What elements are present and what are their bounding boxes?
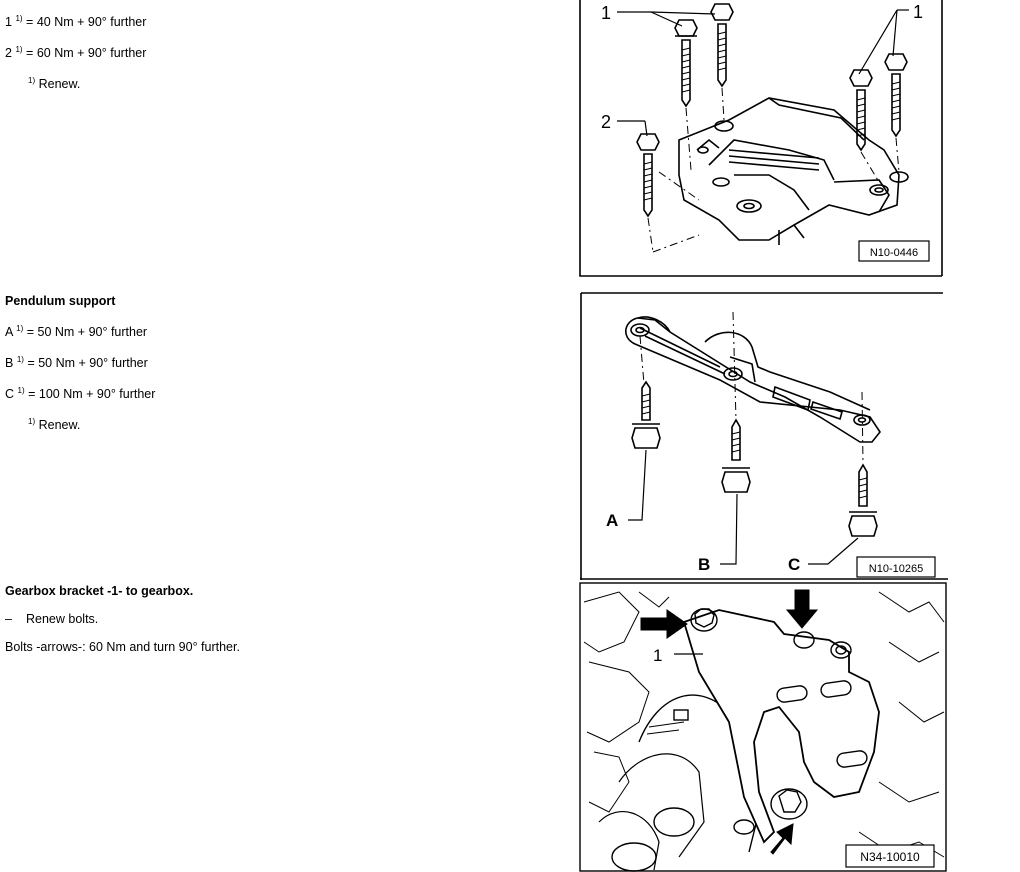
bolt-b [722,420,750,492]
item-key: C [5,387,15,401]
torque-line-1 [5,14,146,30]
torque-value: = 50 Nm + 90° further [27,356,148,370]
callout-label: C [788,555,801,574]
arrow-icon [787,590,817,628]
footnote-text: Renew. [38,418,81,432]
footnote-marker: 1) [15,45,23,54]
bullet-step [5,611,99,627]
engine-mount-drawing [579,0,943,277]
torque-value: = 50 Nm + 90° further [26,325,148,339]
bolt-a [632,382,660,448]
figure-code: N34-10010 [860,850,920,864]
footnote-marker: 1) [15,14,23,23]
figure-engine-mount [579,0,943,277]
footnote-renew [28,76,80,92]
bolts-instruction: Bolts -arrows-: 60 Nm and turn 90° further. [5,640,240,654]
torque-line-2 [5,45,146,61]
figure-pendulum-support [580,292,948,581]
item-key: 1 [5,15,12,29]
bolt-1d [885,54,907,136]
arrow-icon [641,610,687,638]
callout-label: 2 [601,112,612,132]
bolt-1b [711,4,733,86]
torque-value: = 40 Nm + 90° further [26,15,147,29]
torque-line-b [5,355,148,371]
bolt-2 [637,134,659,216]
torque-line-a [5,324,147,340]
item-key: B [5,356,14,370]
step-text: Renew bolts. [26,612,99,626]
arrow-icon [771,824,793,854]
torque-value: = 100 Nm + 90° further [28,387,156,401]
footnote-marker: 1) [16,355,24,364]
footnote-renew [28,417,80,433]
bolt-1a [675,20,697,106]
callout-label: 1 [601,3,612,23]
torque-line-c [5,386,155,402]
callout-label: 1 [913,2,924,22]
callout-label: A [606,511,619,530]
item-key: 2 [5,46,12,60]
bullet-dash: – [5,612,12,626]
footnote-marker: 1) [28,417,36,426]
gearbox-bracket-drawing [579,582,947,872]
bolt-c [849,465,877,536]
footnote-marker: 1) [17,386,25,395]
figure-gearbox-bracket [579,582,947,872]
footnote-marker: 1) [28,76,36,85]
pendulum-support-drawing [580,292,948,581]
torque-value: = 60 Nm + 90° further [26,46,147,60]
figure-code: N10-10265 [868,563,924,575]
callout-label: 1 [653,646,663,665]
callout-label: B [698,555,711,574]
footnote-text: Renew. [38,77,81,91]
footnote-marker: 1) [16,324,24,333]
item-key: A [5,325,13,339]
section-heading-pendulum-support: Pendulum support [5,294,116,308]
figure-code: N10-0446 [869,247,919,259]
section-heading-gearbox-bracket: Gearbox bracket -1- to gearbox. [5,584,194,598]
